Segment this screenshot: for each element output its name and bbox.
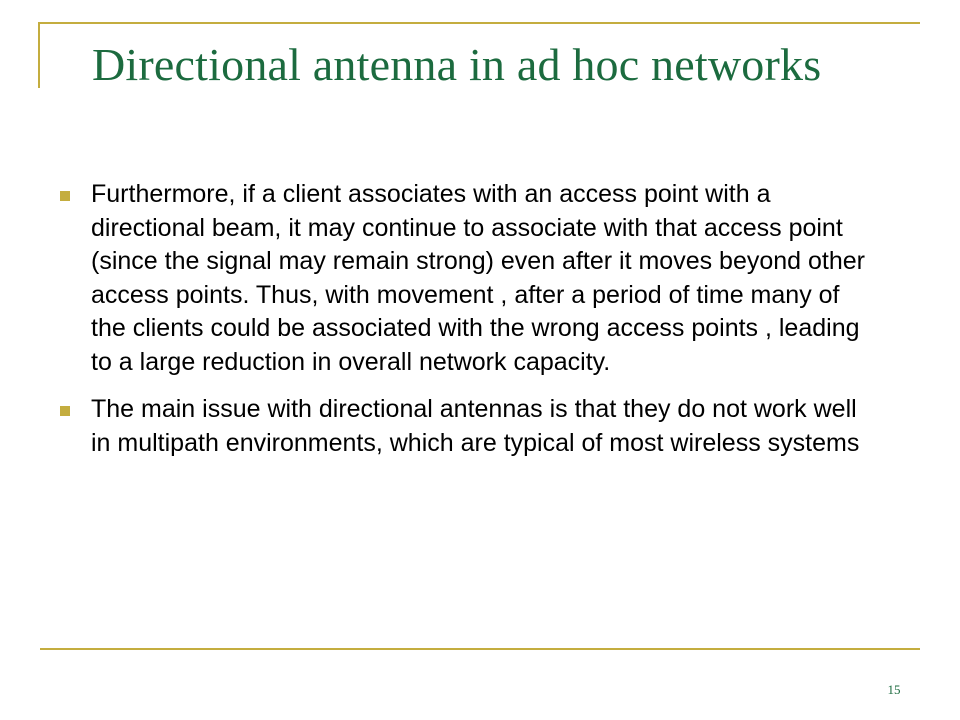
page-number: 15	[887, 682, 901, 697]
top-divider	[40, 22, 920, 24]
bullet-text: Furthermore, if a client associates with an access point with a directional beam, it may continue to associate with that access point (since the signal may remain strong) even after it moves beyond other access points. Thus, with movement , after a period of time many of the clients could be associated with the wrong access points , leading to a large reduction in overall network capacity.	[91, 180, 865, 376]
bullet-item	[60, 393, 870, 460]
left-accent-bar	[38, 22, 40, 88]
bottom-divider	[40, 648, 920, 650]
bullet-list	[60, 178, 870, 474]
square-bullet-icon	[60, 406, 70, 416]
bullet-item	[60, 178, 870, 379]
slide-title: Directional antenna in ad hoc networks	[92, 39, 822, 90]
square-bullet-icon	[60, 191, 70, 201]
bullet-text: The main issue with directional antennas is that they do not work well in multipath environments, which are typical of most wireless systems	[91, 395, 860, 457]
